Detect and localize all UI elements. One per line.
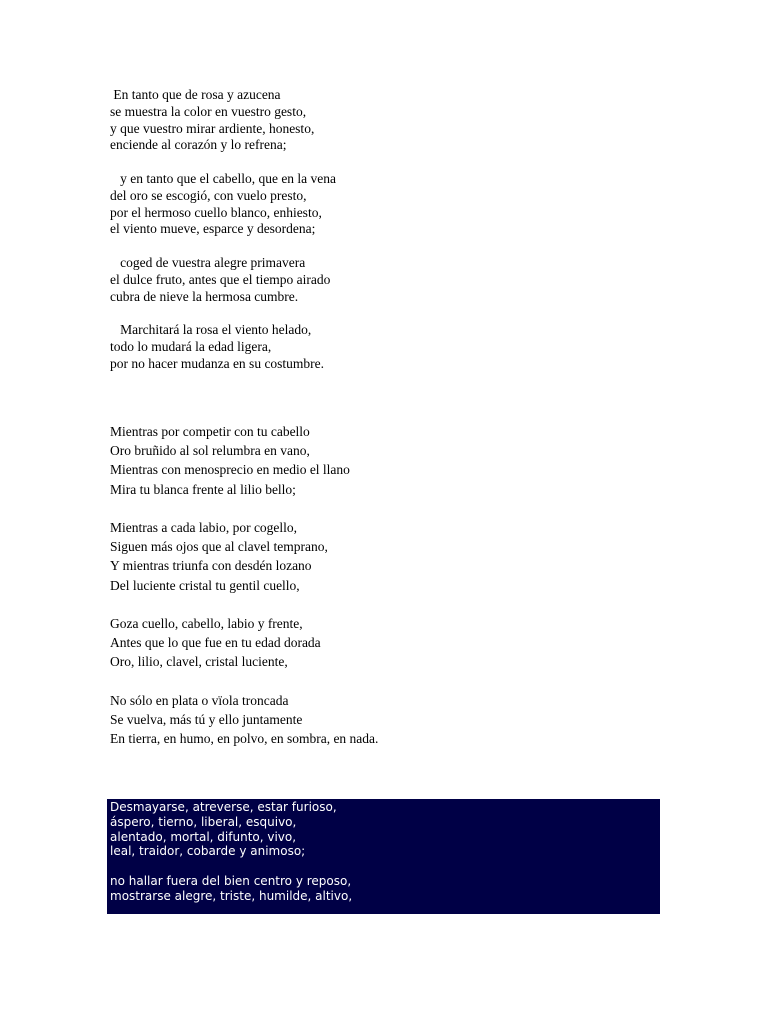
- poem-line: Y mientras triunfa con desdén lozano: [110, 558, 312, 574]
- poem-2-stanza-3: [110, 614, 378, 672]
- poem-line: No sólo en plata o vïola troncada: [110, 692, 289, 708]
- poem-line: por el hermoso cuello blanco, enhiesto,: [110, 204, 322, 220]
- poem-1-stanza-3: [110, 255, 336, 305]
- poem-line: cubra de nieve la hermosa cumbre.: [110, 288, 299, 304]
- poem-1-stanza-4: [110, 322, 336, 372]
- poem-line: En tanto que de rosa y azucena: [110, 87, 281, 102]
- poem-line: Oro, lilio, clavel, cristal luciente,: [110, 654, 288, 670]
- poem-line: y que vuestro mirar ardiente, honesto,: [110, 120, 315, 136]
- poem-2-stanza-4: [110, 691, 378, 749]
- poem-line: se muestra la color en vuestro gesto,: [110, 103, 307, 119]
- poem-mientras-por-competir: [110, 422, 378, 768]
- poem-line: por no hacer mudanza en su costumbre.: [110, 355, 325, 371]
- poem-line: enciende al corazón y lo refrena;: [110, 137, 287, 153]
- poem-line: alentado, mortal, difunto, vivo,: [110, 829, 297, 844]
- poem-line: Mira tu blanca frente al lilio bello;: [110, 481, 296, 497]
- poem-line: coged de vuestra alegre primavera: [110, 254, 306, 270]
- poem-line: leal, traidor, cobarde y animoso;: [110, 844, 306, 859]
- poem-line: Mientras a cada labio, por cogello,: [110, 520, 298, 535]
- poem-3-stanza-1: [110, 800, 657, 859]
- poem-line: En tierra, en humo, en polvo, en sombra, en nada.: [110, 731, 379, 747]
- poem-line: Antes que lo que fue en tu edad dorada: [110, 635, 321, 651]
- poem-line: el viento mueve, esparce y desordena;: [110, 221, 316, 237]
- poem-line: Desmayarse, atreverse, estar furioso,: [110, 800, 337, 814]
- poem-line: Oro bruñido al sol relumbra en vano,: [110, 443, 310, 459]
- poem-3-stanza-2: [110, 874, 657, 904]
- poem-2-stanza-1: [110, 422, 378, 499]
- poem-line: y en tanto que el cabello, que en la vena: [110, 170, 337, 186]
- poem-en-tanto-que-de-rosa: [110, 87, 336, 389]
- poem-line: mostrarse alegre, triste, humilde, altivo,: [110, 888, 353, 903]
- poem-line: todo lo mudará la edad ligera,: [110, 338, 272, 354]
- poem-line: Mientras con menosprecio en medio el llano: [110, 462, 350, 478]
- poem-2-stanza-2: [110, 518, 378, 595]
- highlighted-poem-box: [107, 799, 660, 914]
- poem-line: Siguen más ojos que al clavel temprano,: [110, 539, 328, 555]
- poem-1-stanza-2: [110, 171, 336, 238]
- poem-line: el dulce fruto, antes que el tiempo airado: [110, 271, 331, 287]
- poem-line: Goza cuello, cabello, labio y frente,: [110, 616, 303, 631]
- poem-line: Mientras por competir con tu cabello: [110, 424, 310, 439]
- poem-1-stanza-1: [110, 87, 336, 154]
- poem-line: no hallar fuera del bien centro y reposo,: [110, 873, 352, 888]
- poem-line: Del luciente cristal tu gentil cuello,: [110, 577, 300, 593]
- poem-line: Marchitará la rosa el viento helado,: [110, 322, 312, 338]
- poem-line: del oro se escogió, con vuelo presto,: [110, 187, 307, 203]
- poem-line: áspero, tierno, liberal, esquivo,: [110, 814, 297, 829]
- poem-line: Se vuelva, más tú y ello juntamente: [110, 712, 303, 727]
- poem-desmayarse: [107, 799, 660, 914]
